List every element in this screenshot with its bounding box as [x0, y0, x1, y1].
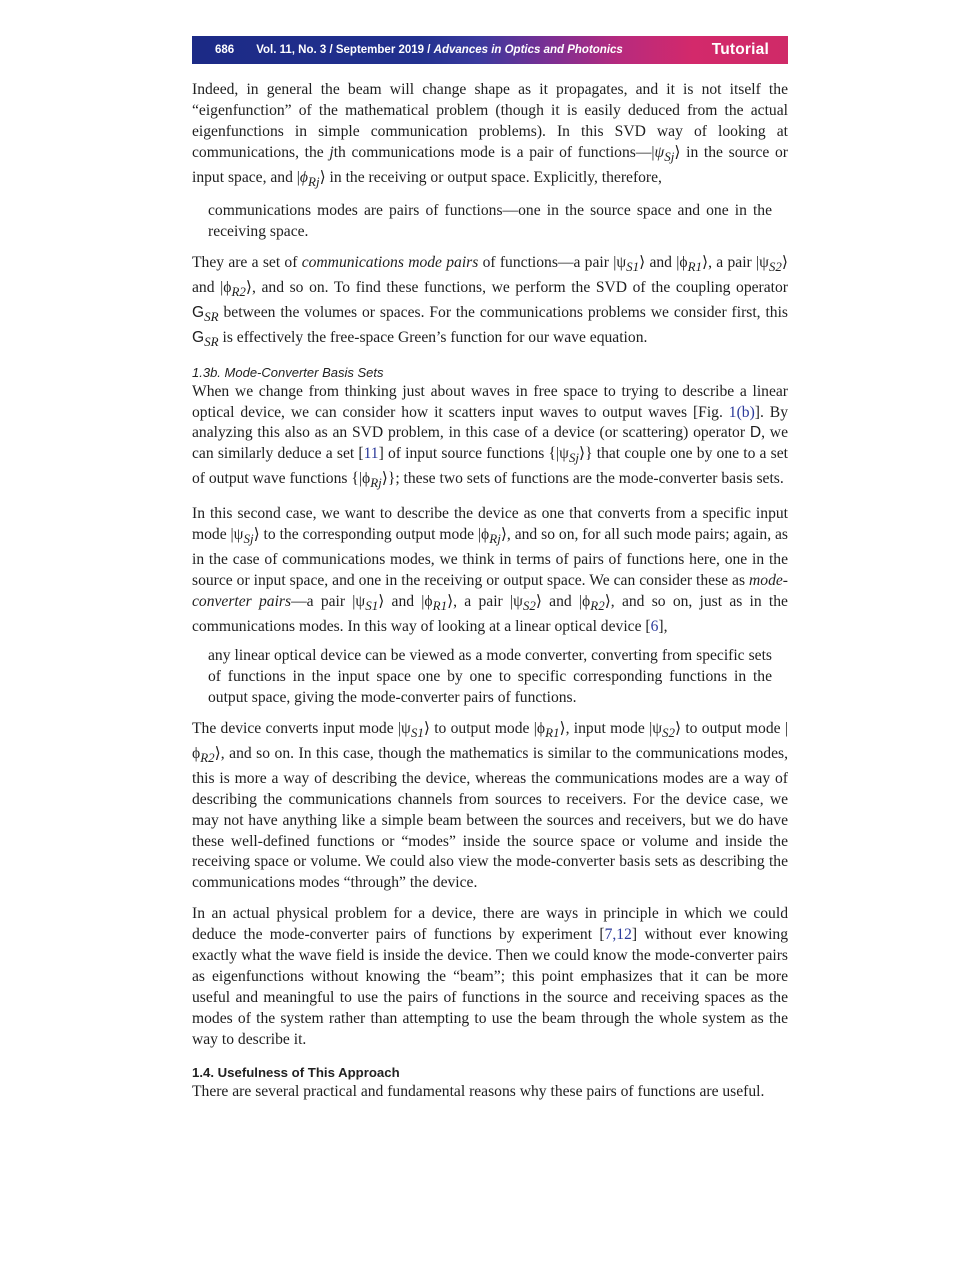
volume-info: Vol. 11, No. 3 / September 2019 / Advances in Optics and Photonics: [256, 43, 623, 56]
journal-header-bar: [192, 36, 788, 64]
paragraph-2: They are a set of communications mode pairs of functions—a pair $|\psi_{S1}⟩$ and $|\phi_{R1}⟩$, a pair $|\psi_{S2}⟩$ and $|\phi_{R2}⟩$, and so on. To find these functions, we perform the SVD of the coupling operator $G_{SR}$ between the volumes or spaces. For the communications problems we consider first, this $G_{SR}$ is effectively the free-space Green’s function for our wave equation.: [192, 253, 788, 349]
citation-link[interactable]: 11: [363, 445, 379, 463]
figure-link[interactable]: 1(b): [728, 403, 755, 421]
journal-name: Advances in Optics and Photonics: [433, 43, 623, 56]
citation-link[interactable]: 12: [616, 926, 632, 944]
paragraph-3: When we change from thinking just about waves in free space to trying to describe a linear optical device, we can consider how it scatters input waves to output waves [Fig. 1(b)]. By analyzing this also as an SVD problem, in this case of a device (or scattering) operator D, we can similarly deduce a set [11] of input source functions $\{|\psi_{Sj}⟩\}$ that couple one by one to a set of output wave functions $\{|\phi_{Rj}⟩\}$; these two sets of functions are the mode-converter basis sets.: [192, 382, 788, 491]
paragraph-4: In this second case, we want to describe the device as one that converts from a specific input mode $|\psi_{Sj}⟩$ to the corresponding output mode $|\phi_{Rj}⟩$, and so on, for all such mode pairs; again, as in the case of communications modes, we think in terms of pairs of functions here, one in the source or input space, and one in the receiving or output space. We can consider these as mode-converter pairs—a pair $|\psi_{S1}⟩$ and $|\phi_{R1}⟩$, a pair $|\psi_{S2}⟩$ and $|\phi_{R2}⟩$, and so on, just as in the communications modes. In this way of looking at a linear optical device [6],: [192, 505, 788, 636]
article-page: [192, 36, 788, 1102]
paragraph-1: Indeed, in general the beam will change shape as it propagates, and it is not itself the “eigenfunction” of the mathematical problem (though it is easily deduced from the actual eigenfunctions in simple communication problems). In this SVD way of looking at communications, the jth communications mode is a pair of $functions—|\psi_{Sj}⟩$ in the source or input space, and $|\phi_{Rj}⟩$ in the receiving or output space. Explicitly, therefore,: [192, 81, 788, 189]
paragraph-6: In an actual physical problem for a device, there are ways in principle in which we could deduce the mode-converter pairs of functions by experiment [7,12] without ever knowing exactly what the wave field is inside the device. Then we could know the mode-converter pairs as eigenfunctions without knowing the “beam”; this point emphasizes that it can be more useful and meaningful to use the pairs of functions in the source and receiving spaces as the modes of the system rather than attempting to use the beam through the whole system as the way to describe it.: [192, 905, 789, 1048]
paragraph-5: The device converts input mode $|\psi_{S1}⟩$ to output mode $|\phi_{R1}⟩$, input mode $|\psi_{S2}⟩$ to output mode $|\phi_{R2}⟩$, and so on. In this case, though the mathematics is similar to the communications modes, this is more a way of describing the device, whereas the communications modes are a way of describing the communications channels from sources to receivers. For the device case, we may not have anything like a simple beam between the sources and receivers, but we do have these well-defined functions or “modes” inside the source space or volume and inside the receiving space or volume. We could also view the mode-converter basis sets as describing the communications modes “through” the device.: [192, 719, 788, 892]
block-quote-1: communications modes are pairs of functions—one in the source space and one in the receiving space.: [208, 201, 772, 240]
citation-link[interactable]: 6: [650, 618, 659, 636]
subsection-heading: 1.3b. Mode-Converter Basis Sets: [192, 364, 384, 380]
section-label: Tutorial: [711, 40, 769, 58]
section-heading: 1.4. Usefulness of This Approach: [192, 1064, 400, 1080]
block-quote-2: any linear optical device can be viewed as a mode converter, converting from specific sets of functions in the input space one by one to specific corresponding functions in the output space, giving the mode-converter pairs of functions.: [208, 647, 772, 706]
paragraph-7: There are several practical and fundamental reasons why these pairs of functions are useful.: [192, 1082, 765, 1100]
page-number: 686: [215, 43, 235, 56]
citation-link[interactable]: 7: [604, 926, 613, 944]
